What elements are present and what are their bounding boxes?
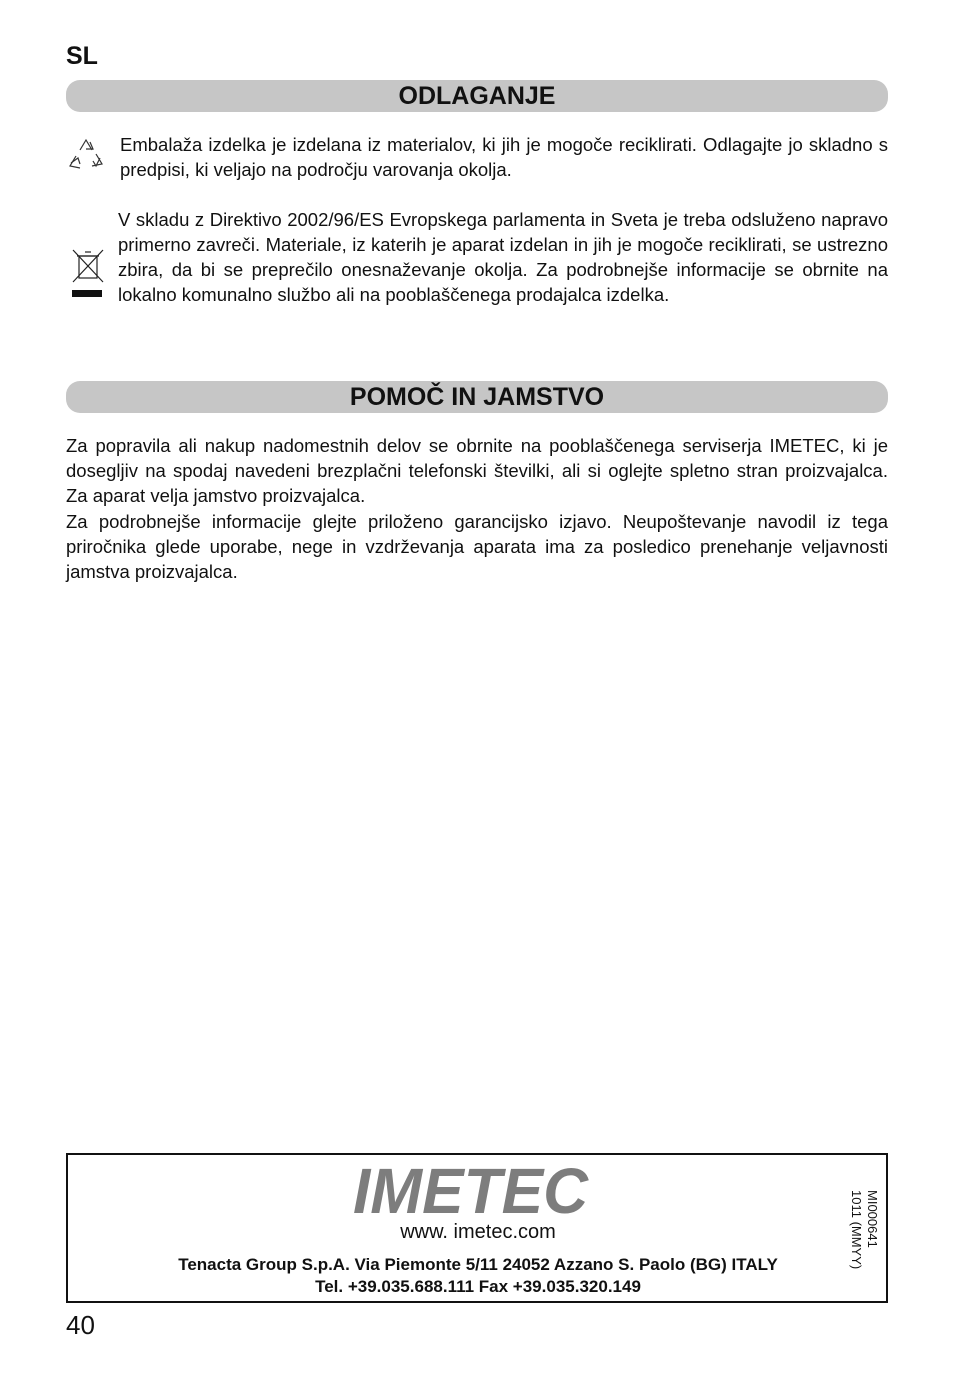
warranty-paragraph-2: Za podrobnejše informacije glejte priloženo garancijsko izjavo. Neupoštevanje navodil iz tega priročnika glede uporabe, nege in vzdrževanja aparata ima za posledico prenehanje veljavnosti jamstva proizvajalca.: [66, 511, 888, 582]
weee-paragraph: V skladu z Direktivo 2002/96/ES Evropskega parlamenta in Sveta je treba odsluženo napravo primerno zavreči. Materiale, iz katerih je aparat izdelan in jih je mogoče reciklirati, se ustrezno zbira, da bi se preprečilo onesnaževanje okolja. Za podrobnejše informacije se obrnite na lokalno komunalno službo ali na pooblaščenega prodajalca izdelka.: [118, 209, 888, 305]
weee-bin-icon: [70, 246, 106, 302]
section-title-warranty: POMOČ IN JAMSTVO: [66, 381, 888, 413]
recycle-paragraph: Embalaža izdelka je izdelana iz materialov, ki jih je mogoče reciklirati. Odlagajte jo skladno s predpisi, ki veljajo na področju varovanja okolja.: [120, 134, 888, 180]
section-title-disposal: ODLAGANJE: [66, 80, 888, 112]
company-phone-fax: Tel. +39.035.688.111 Fax +39.035.320.149: [315, 1277, 641, 1296]
document-code: [848, 1190, 880, 1269]
imetec-logo: [353, 1161, 593, 1221]
document-code-line2: 1011 (MMYY): [849, 1190, 864, 1270]
document-code-line1: MI000641: [865, 1190, 880, 1248]
warranty-paragraph-1: Za popravila ali nakup nadomestnih delov se obrnite na pooblaščenega serviserja IMETEC, ki je dosegljiv na spodaj navedeni brezplačni telefonski številki, ali si oglejte spletno stran proizvajalca. Za aparat velja jamstvo proizvajalca.: [66, 435, 888, 506]
footer-contact-box: [66, 1153, 888, 1303]
recycle-icon: [66, 136, 108, 176]
language-code: SL: [66, 42, 98, 70]
company-address: Tenacta Group S.p.A. Via Piemonte 5/11 24052 Azzano S. Paolo (BG) ITALY: [178, 1255, 778, 1274]
svg-text:IMETEC: IMETEC: [353, 1161, 589, 1221]
page-number: 40: [66, 1310, 95, 1340]
website-link[interactable]: www. imetec.com: [400, 1221, 556, 1243]
